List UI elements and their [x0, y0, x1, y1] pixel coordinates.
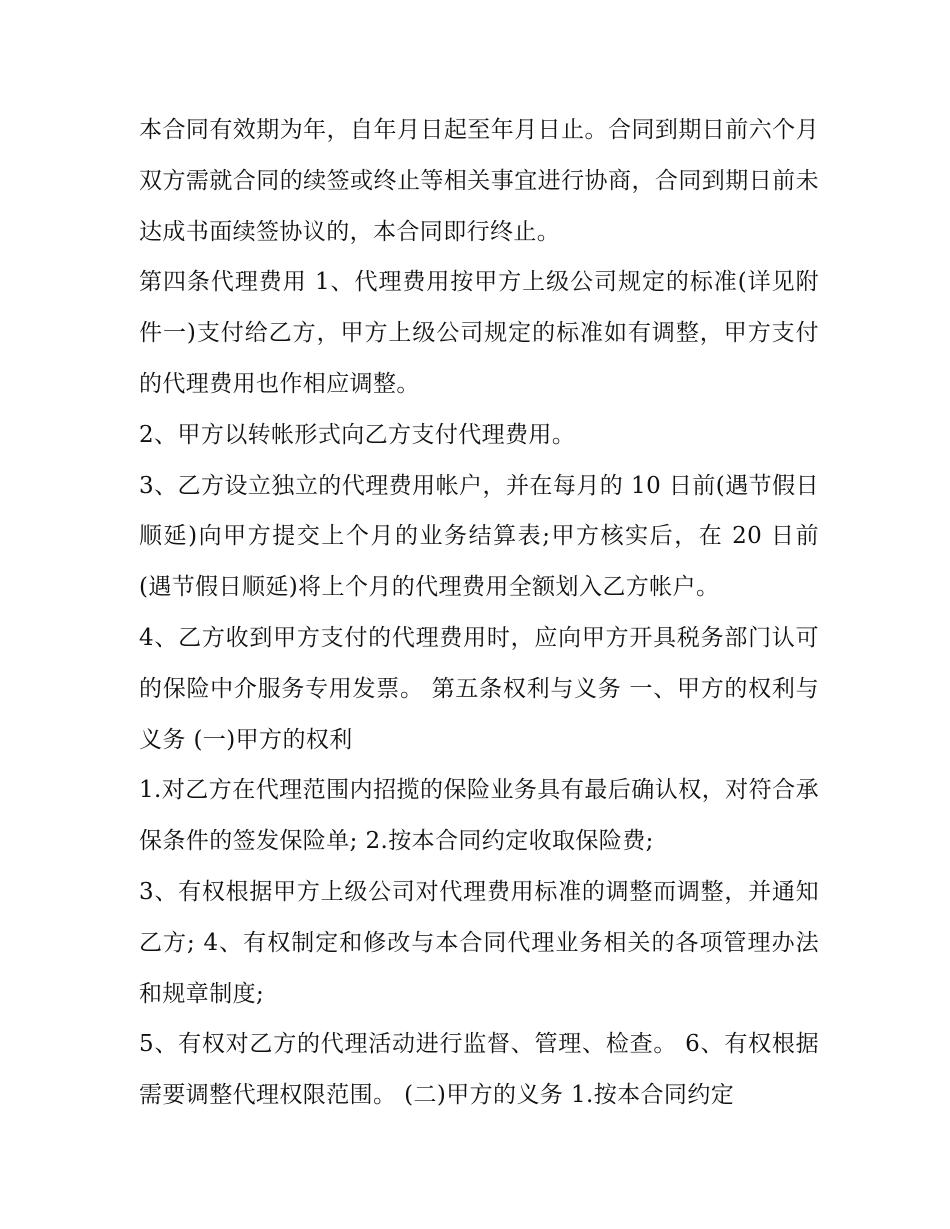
paragraph-invoice-article-5: 4、乙方收到甲方支付的代理费用时，应向甲方开具税务部门认可的保险中介服务专用发票。 第五条权利与义务 一、甲方的权利与义务 (一)甲方的权利	[139, 624, 819, 753]
document-body	[139, 105, 819, 1121]
paragraph-party-a-right-1-2: 1.对乙方在代理范围内招揽的保险业务具有最后确认权，对符合承保条件的签发保险单; 2.按本合同约定收取保险费;	[139, 777, 819, 855]
paragraph-fee-account: 3、乙方设立独立的代理费用帐户，并在每月的 10 日前(遇节假日顺延)向甲方提交上个月的业务结算表;甲方核实后，在 20 日前(遇节假日顺延)将上个月的代理费用全额划入乙方帐户。	[139, 472, 819, 601]
paragraph-payment-method: 2、甲方以转帐形式向乙方支付代理费用。	[139, 421, 576, 448]
paragraph-party-a-right-5-6: 5、有权对乙方的代理活动进行监督、管理、检查。 6、有权根据需要调整代理权限范围。 (二)甲方的义务 1.按本合同约定	[139, 1031, 819, 1109]
paragraph-article-4-fees: 第四条代理费用 1、代理费用按甲方上级公司规定的标准(详见附件一)支付给乙方，甲方上级公司规定的标准如有调整，甲方支付的代理费用也作相应调整。	[139, 269, 819, 397]
paragraph-term-validity: 本合同有效期为年，自年月日起至年月日止。合同到期日前六个月双方需就合同的续签或终止等相关事宜进行协商，合同到期日前未达成书面续签协议的，本合同即行终止。	[139, 117, 819, 245]
paragraph-party-a-right-3-4: 3、有权根据甲方上级公司对代理费用标准的调整而调整，并通知乙方; 4、有权制定和修改与本合同代理业务相关的各项管理办法和规章制度;	[139, 878, 819, 1007]
